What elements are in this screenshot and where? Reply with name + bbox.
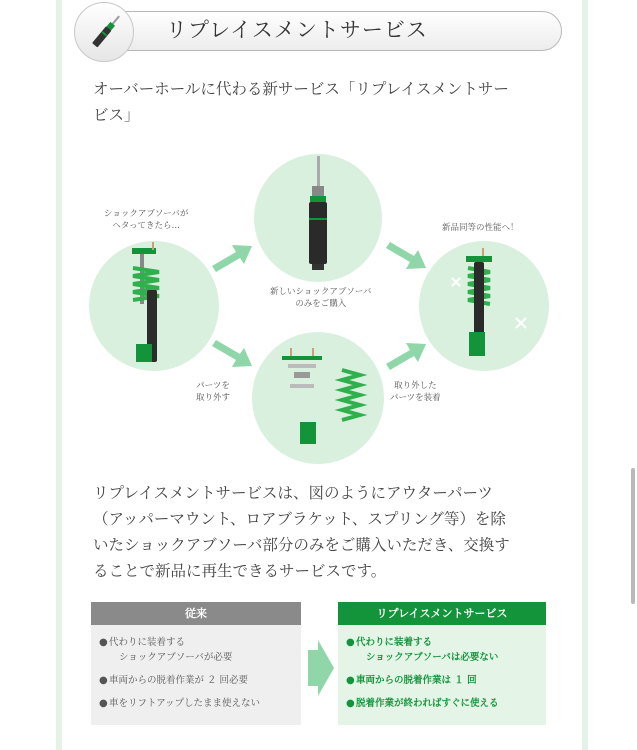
item-text: 脱着作業が終わればすぐに使える <box>356 698 499 709</box>
label-line: 取り外す <box>196 393 231 403</box>
description-line: ることで新品に再生できるサービスです。 <box>93 562 387 580</box>
label-line: 新しいショックアブソーバ <box>270 287 372 297</box>
old-method-header: 従来 <box>91 602 301 625</box>
item-text: ショックアブソーバが必要 <box>119 652 233 663</box>
old-method-list <box>91 625 301 725</box>
intro-line: ビス」 <box>93 106 140 124</box>
label-install-parts <box>390 380 441 404</box>
list-item <box>344 696 546 711</box>
label-remove-parts <box>196 380 230 404</box>
description-line: いたショックアブソーバ部分のみをご購入いただき、交換す <box>93 536 510 554</box>
intro-text <box>93 76 533 128</box>
list-item <box>97 635 301 665</box>
list-item <box>344 673 546 688</box>
item-text: 車両からの脱着作業は １ 回 <box>356 675 477 686</box>
label-line: のみをご購入 <box>295 299 347 309</box>
label-line: 新品同等の性能へ！ <box>442 223 519 233</box>
label-line: パーツを <box>196 381 230 391</box>
list-item <box>344 635 546 665</box>
page-title: リプレイスメントサービス <box>166 18 428 42</box>
new-method-list <box>338 625 546 725</box>
replacement-diagram <box>86 148 556 468</box>
list-item <box>97 696 301 711</box>
bullet: ● <box>346 698 355 709</box>
label-line: ヘタってきたら… <box>112 221 181 231</box>
bullet: ● <box>99 675 108 686</box>
label-line: 取り外した <box>394 381 437 391</box>
bullet: ● <box>346 675 355 686</box>
new-method-header: リプレイスメントサービス <box>338 602 546 625</box>
item-text: 代わりに装着する <box>109 637 186 648</box>
label-line: ショックアブソーバが <box>104 209 189 219</box>
service-description <box>93 480 543 584</box>
intro-line: オーバーホールに代わる新サービス「リプレイスメントサー <box>93 80 509 98</box>
bullet: ● <box>346 637 355 648</box>
circle-parts <box>252 332 384 464</box>
bullet: ● <box>99 698 108 709</box>
label-worn <box>104 208 188 232</box>
item-text: 車をリフトアップしたまま使えない <box>109 698 261 709</box>
label-new-shock <box>270 286 371 310</box>
scrollbar-thumb[interactable] <box>631 468 635 604</box>
shock-absorber-icon <box>74 2 134 62</box>
description-line: （アッパーマウント、ロアブラケット、スプリング等）を除 <box>93 510 506 528</box>
arrow-right-icon <box>308 640 334 696</box>
list-item <box>97 673 301 688</box>
item-text: 車両からの脱着作業が ２ 回必要 <box>109 675 249 686</box>
item-text: 代わりに装着する <box>356 637 433 648</box>
bullet: ● <box>99 637 108 648</box>
label-line: パーツを装着 <box>390 393 441 403</box>
description-line: リプレイスメントサービスは、図のようにアウターパーツ <box>93 484 493 502</box>
label-complete <box>442 222 519 234</box>
item-text: ショックアブソーバは必要ない <box>366 652 499 663</box>
